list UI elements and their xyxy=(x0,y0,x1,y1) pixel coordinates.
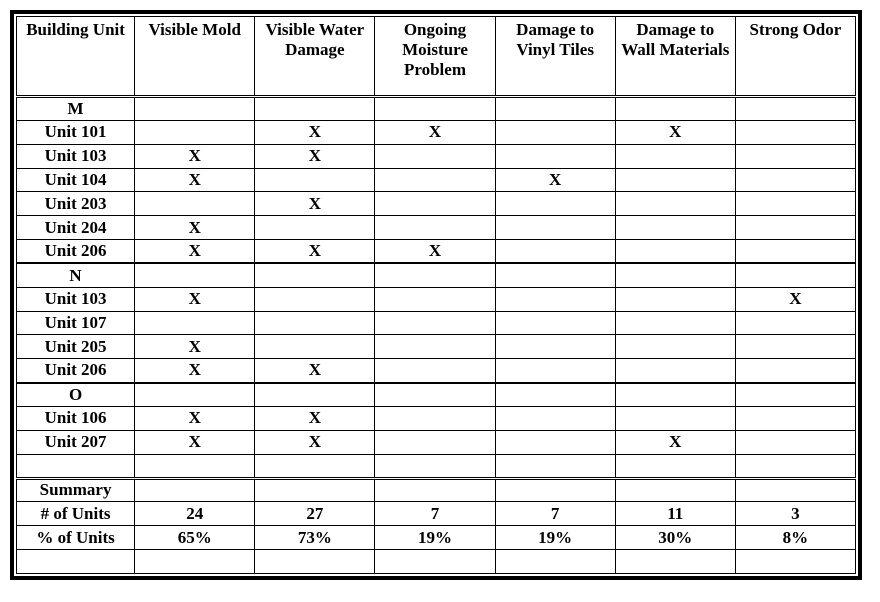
empty-cell xyxy=(17,454,135,478)
mark-cell xyxy=(375,287,495,311)
mark-cell xyxy=(615,311,735,335)
empty-cell xyxy=(255,263,375,287)
mark-cell: X xyxy=(135,430,255,454)
empty-cell xyxy=(255,550,375,574)
mark-cell xyxy=(255,216,375,240)
unit-name: Unit 103 xyxy=(17,144,135,168)
unit-name: Unit 204 xyxy=(17,216,135,240)
mark-cell: X xyxy=(495,168,615,192)
mark-cell xyxy=(495,216,615,240)
mark-cell xyxy=(135,311,255,335)
mark-cell xyxy=(615,406,735,430)
mark-cell xyxy=(495,430,615,454)
building-row xyxy=(17,263,856,287)
mark-cell xyxy=(255,287,375,311)
empty-cell xyxy=(735,97,855,121)
header-strong-odor: Strong Odor xyxy=(735,17,855,97)
building-label: N xyxy=(17,263,135,287)
mark-cell xyxy=(495,120,615,144)
percent-row xyxy=(17,526,856,550)
mark-cell xyxy=(615,240,735,264)
mark-cell xyxy=(495,311,615,335)
table-row xyxy=(17,359,856,383)
table-row xyxy=(17,120,856,144)
empty-cell xyxy=(615,263,735,287)
mark-cell xyxy=(735,311,855,335)
empty-cell xyxy=(255,383,375,407)
count-row xyxy=(17,502,856,526)
empty-cell xyxy=(135,383,255,407)
count-cell: 3 xyxy=(735,502,855,526)
empty-cell xyxy=(615,454,735,478)
mark-cell xyxy=(135,120,255,144)
mark-cell: X xyxy=(135,287,255,311)
count-cell: 24 xyxy=(135,502,255,526)
mark-cell xyxy=(735,240,855,264)
mark-cell xyxy=(375,144,495,168)
mark-cell xyxy=(495,192,615,216)
mark-cell: X xyxy=(135,335,255,359)
header-ongoing-moisture-problem: Ongoing Moisture Problem xyxy=(375,17,495,97)
table-row xyxy=(17,240,856,264)
empty-cell xyxy=(495,263,615,287)
mark-cell: X xyxy=(135,168,255,192)
count-label: # of Units xyxy=(17,502,135,526)
empty-cell xyxy=(255,97,375,121)
percent-cell: 30% xyxy=(615,526,735,550)
building-label: M xyxy=(17,97,135,121)
mark-cell xyxy=(615,216,735,240)
mark-cell xyxy=(375,430,495,454)
mark-cell xyxy=(255,311,375,335)
empty-cell xyxy=(375,263,495,287)
empty-cell xyxy=(615,383,735,407)
empty-cell xyxy=(375,383,495,407)
mark-cell xyxy=(735,144,855,168)
empty-cell xyxy=(255,454,375,478)
mark-cell: X xyxy=(735,287,855,311)
empty-cell xyxy=(735,478,855,502)
table-row xyxy=(17,144,856,168)
empty-cell xyxy=(17,550,135,574)
building-label: O xyxy=(17,383,135,407)
mark-cell: X xyxy=(255,120,375,144)
mark-cell xyxy=(375,216,495,240)
mark-cell xyxy=(495,240,615,264)
empty-cell xyxy=(135,550,255,574)
spacer-row xyxy=(17,550,856,574)
empty-cell xyxy=(495,478,615,502)
survey-body xyxy=(17,97,856,574)
mark-cell xyxy=(255,335,375,359)
mark-cell xyxy=(615,192,735,216)
unit-name: Unit 203 xyxy=(17,192,135,216)
table-row xyxy=(17,192,856,216)
table-row xyxy=(17,168,856,192)
mark-cell xyxy=(375,192,495,216)
mark-cell: X xyxy=(255,406,375,430)
percent-cell: 19% xyxy=(375,526,495,550)
mark-cell xyxy=(735,216,855,240)
unit-name: Unit 101 xyxy=(17,120,135,144)
mark-cell: X xyxy=(255,240,375,264)
mark-cell xyxy=(615,335,735,359)
mark-cell xyxy=(375,168,495,192)
mark-cell: X xyxy=(135,144,255,168)
count-cell: 27 xyxy=(255,502,375,526)
mark-cell: X xyxy=(615,120,735,144)
mark-cell xyxy=(615,287,735,311)
empty-cell xyxy=(495,454,615,478)
header-visible-water-damage: Visible Water Damage xyxy=(255,17,375,97)
mark-cell xyxy=(735,168,855,192)
empty-cell xyxy=(615,97,735,121)
unit-name: Unit 107 xyxy=(17,311,135,335)
mark-cell: X xyxy=(375,120,495,144)
header-row xyxy=(17,17,856,97)
unit-name: Unit 104 xyxy=(17,168,135,192)
count-cell: 11 xyxy=(615,502,735,526)
empty-cell xyxy=(615,478,735,502)
mark-cell: X xyxy=(135,406,255,430)
empty-cell xyxy=(495,97,615,121)
mark-cell: X xyxy=(615,430,735,454)
unit-name: Unit 207 xyxy=(17,430,135,454)
table-row xyxy=(17,406,856,430)
empty-cell xyxy=(735,454,855,478)
unit-name: Unit 206 xyxy=(17,240,135,264)
mark-cell xyxy=(495,287,615,311)
empty-cell xyxy=(735,550,855,574)
empty-cell xyxy=(255,478,375,502)
unit-name: Unit 205 xyxy=(17,335,135,359)
header-damage-to-vinyl-tiles: Damage to Vinyl Tiles xyxy=(495,17,615,97)
header-building-unit: Building Unit xyxy=(17,17,135,97)
table-row xyxy=(17,335,856,359)
mark-cell xyxy=(615,168,735,192)
percent-cell: 8% xyxy=(735,526,855,550)
spacer-row xyxy=(17,454,856,478)
header-visible-mold: Visible Mold xyxy=(135,17,255,97)
mark-cell: X xyxy=(255,430,375,454)
mark-cell: X xyxy=(255,144,375,168)
empty-cell xyxy=(375,97,495,121)
table-row xyxy=(17,311,856,335)
empty-cell xyxy=(375,454,495,478)
mark-cell xyxy=(495,144,615,168)
mark-cell xyxy=(735,359,855,383)
building-row xyxy=(17,383,856,407)
mark-cell: X xyxy=(255,192,375,216)
table-row xyxy=(17,216,856,240)
mark-cell xyxy=(495,406,615,430)
mold-survey-table xyxy=(16,16,856,574)
mark-cell xyxy=(135,192,255,216)
count-cell: 7 xyxy=(375,502,495,526)
percent-cell: 19% xyxy=(495,526,615,550)
mark-cell: X xyxy=(135,359,255,383)
mark-cell xyxy=(495,359,615,383)
mark-cell xyxy=(375,406,495,430)
mark-cell xyxy=(735,192,855,216)
mark-cell xyxy=(375,311,495,335)
table-row xyxy=(17,287,856,311)
empty-cell xyxy=(135,97,255,121)
header-damage-to-wall-materials: Damage to Wall Materials xyxy=(615,17,735,97)
empty-cell xyxy=(495,383,615,407)
mark-cell xyxy=(735,406,855,430)
unit-name: Unit 206 xyxy=(17,359,135,383)
percent-label: % of Units xyxy=(17,526,135,550)
mark-cell: X xyxy=(375,240,495,264)
mark-cell xyxy=(735,430,855,454)
table-row xyxy=(17,430,856,454)
mark-cell xyxy=(375,335,495,359)
unit-name: Unit 103 xyxy=(17,287,135,311)
empty-cell xyxy=(615,550,735,574)
building-row xyxy=(17,97,856,121)
unit-name: Unit 106 xyxy=(17,406,135,430)
empty-cell xyxy=(375,478,495,502)
survey-table-frame xyxy=(10,10,862,580)
percent-cell: 65% xyxy=(135,526,255,550)
empty-cell xyxy=(495,550,615,574)
mark-cell: X xyxy=(255,359,375,383)
mark-cell xyxy=(735,335,855,359)
empty-cell xyxy=(735,383,855,407)
empty-cell xyxy=(135,478,255,502)
mark-cell: X xyxy=(135,240,255,264)
summary-label: Summary xyxy=(17,478,135,502)
percent-cell: 73% xyxy=(255,526,375,550)
empty-cell xyxy=(735,263,855,287)
mark-cell xyxy=(255,168,375,192)
mark-cell xyxy=(375,359,495,383)
empty-cell xyxy=(135,454,255,478)
mark-cell xyxy=(615,144,735,168)
mark-cell xyxy=(735,120,855,144)
mark-cell: X xyxy=(135,216,255,240)
summary-row xyxy=(17,478,856,502)
empty-cell xyxy=(375,550,495,574)
count-cell: 7 xyxy=(495,502,615,526)
mark-cell xyxy=(495,335,615,359)
mark-cell xyxy=(615,359,735,383)
empty-cell xyxy=(135,263,255,287)
